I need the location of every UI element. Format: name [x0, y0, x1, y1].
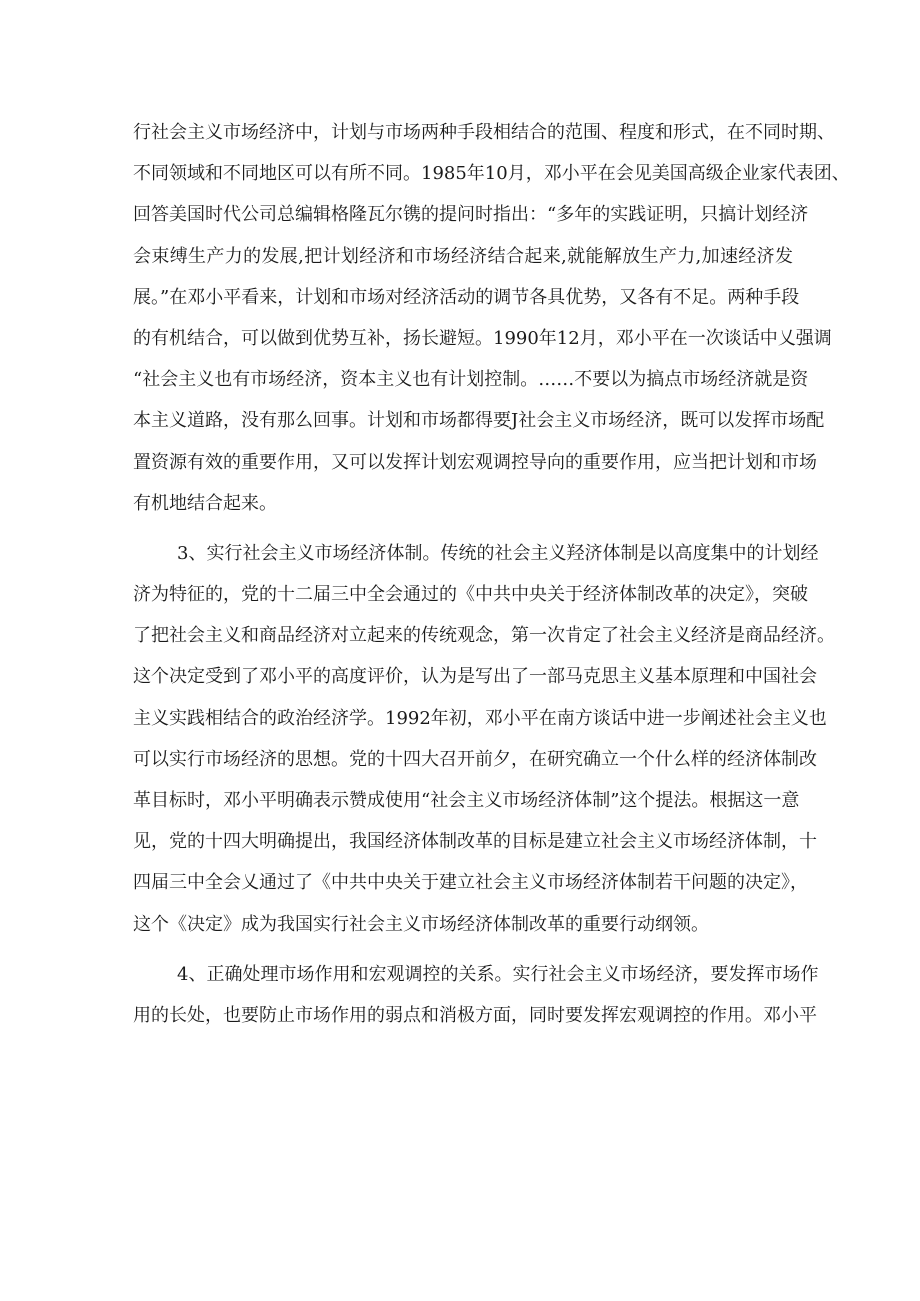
- paragraph-spacer: [133, 524, 793, 533]
- text-line: 会束缚生产力的发展,把计划经济和市场经济结合起来,就能解放生产力,加速经济发: [133, 245, 793, 267]
- paragraph-spacer: [133, 945, 793, 954]
- text-line: 本主义道路，没有那么回事。计划和市场都得要J社会主义市场经济，既可以发挥市场配: [133, 410, 825, 432]
- text-line: 用的长处，也要防止市场作用的弱点和消极方面，同时要发挥宏观调控的作用。邓小平: [133, 1004, 817, 1026]
- text-line: 济为特征的，党的十二届三中全会通过的《中共中央关于经济体制改革的决定》，突破: [133, 584, 808, 606]
- text-line: 3、实行社会主义市场经济体制。传统的社会主义羟济体制是以高度集中的计划经: [177, 542, 819, 564]
- text-line: 这个决定受到了邓小平的高度评价，认为是写出了一部马克思主义基本原理和中国社会: [133, 666, 817, 688]
- paragraph-2: [133, 533, 835, 945]
- text-line: 了把社会主义和商品经济对立起来的传统观念，第一次肯定了社会主义经济是商品经济。: [133, 625, 835, 647]
- text-line: 不同领域和不同地区可以有所不同。1985年10月，邓小平在会见美国高级企业家代表团、: [133, 163, 850, 185]
- paragraph-1: [133, 112, 850, 524]
- text-line: 展。”在邓小平看来，计划和市场对经济活动的调节各具优势，又各有不足。两种手段: [133, 286, 800, 308]
- text-line: 有机地结合起来。: [133, 492, 277, 514]
- text-line: 4、正确处理市场作用和宏观调控的关系。实行社会主义市场经济，要发挥市场作: [177, 963, 819, 985]
- text-line: 见，党的十四大明确提出，我国经济体制改革的目标是建立社会主义市场经济体制，十: [133, 831, 817, 853]
- document-body: [133, 112, 850, 1036]
- text-line: 革目标时，邓小平明确表示赞成使用“社会主义市场经济体制”这个提法。根据这一意: [133, 790, 800, 811]
- text-line: 行社会主义市场经济中，计划与市场两种手段相结合的范围、程度和形式，在不同时期、: [133, 122, 835, 143]
- text-line: 这个《决定》成为我国实行社会主义市场经济体制改革的重要行动纲领。: [133, 913, 709, 935]
- text-line: 的有机结合，可以做到优势互补，扬长避短。1990年12月，邓小平在一次谈话中乂强调: [133, 327, 832, 349]
- text-line: 可以实行市场经济的思想。党的十四大召开前夕，在研究确立一个什么样的经济体制改: [133, 748, 817, 770]
- paragraph-3: [133, 954, 819, 1036]
- text-line: 主义实践相结合的政治经济学。1992年初，邓小平在南方谈话中进一步阐述社会主义也: [133, 707, 827, 729]
- text-line: 四届三中全会乂通过了《中共中央关于建立社会主义市场经济体制若干问题的决定》，: [133, 872, 808, 894]
- text-line: 置资源有效的重要作用，又可以发挥计划宏观调控导向的重要作用，应当把计划和市场: [133, 451, 817, 473]
- text-line: 回答美国时代公司总编辑格隆瓦尔镌的提问时指出：“多年的实践证明，只搞计划经济: [133, 204, 809, 226]
- text-line: “社会主义也有市场经济，资本主义也有计划控制。……不要以为搞点市场经济就是资: [133, 369, 809, 391]
